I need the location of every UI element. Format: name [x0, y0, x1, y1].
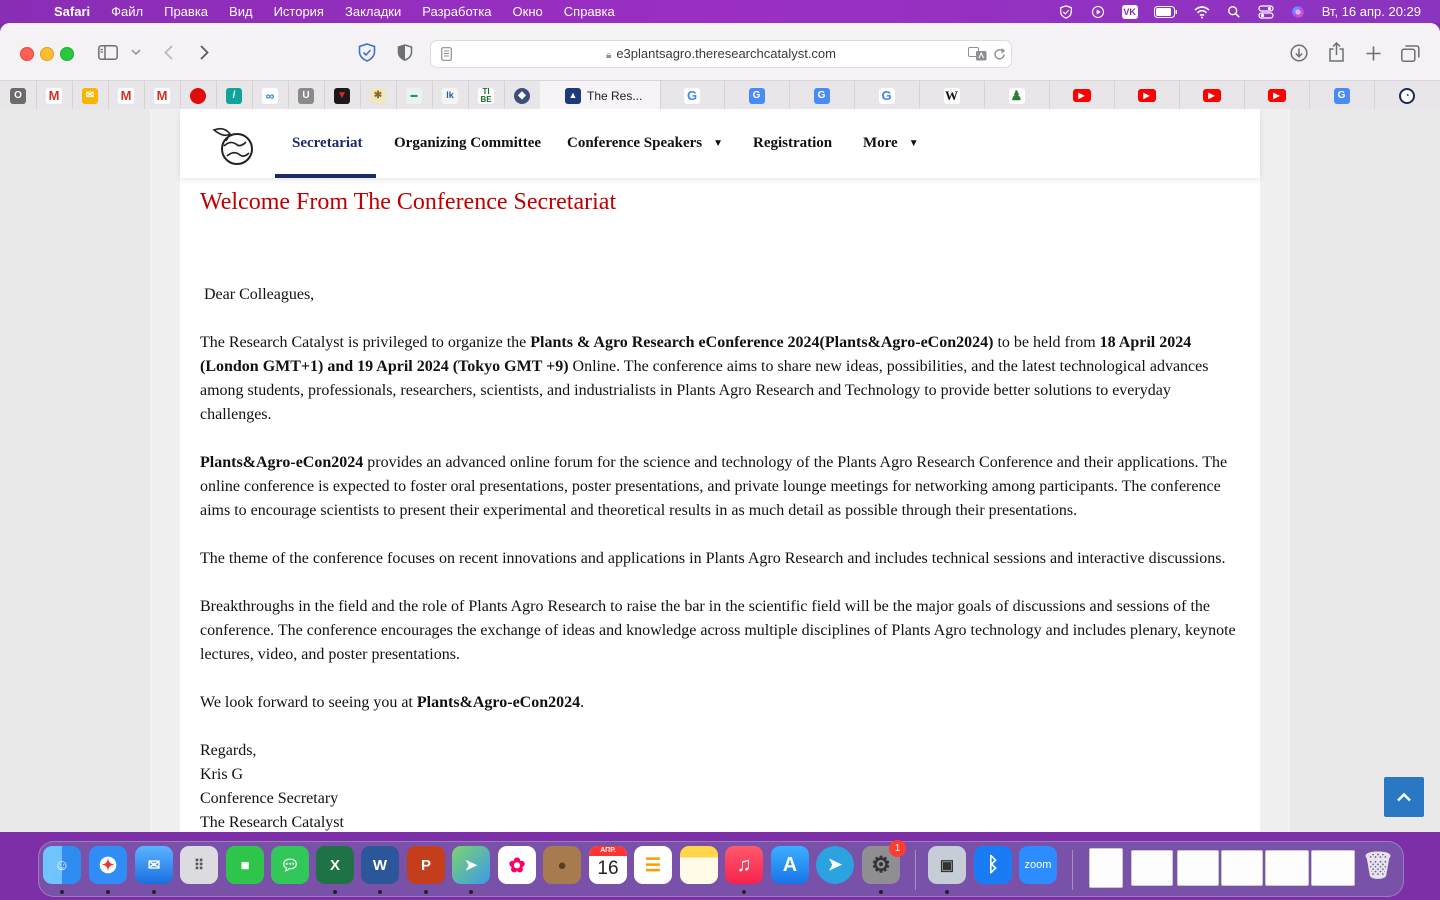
running-indicator — [333, 890, 337, 894]
zoom-icon[interactable]: zoom — [1019, 846, 1057, 884]
browser-toolbar — [0, 23, 1440, 80]
green-figure-icon: ♟ — [1009, 88, 1025, 104]
closing-text: We look forward to seeing you at — [200, 694, 417, 711]
tab-google-2[interactable] — [854, 81, 920, 110]
google-translate-icon: G — [749, 88, 765, 104]
u-letter-icon: U — [298, 88, 314, 104]
pinned-tab-outlook[interactable] — [0, 81, 37, 110]
web-page — [0, 109, 1440, 832]
forum-text: provides an advanced online forum for the science and technology of the Plants Agro Research Conference and their applications. The online conference is expected to foster oral presentations, poster presentations, and private lounge meetings for networking among participants. The conference aims to encourage scientists to present their experimental and theoretical results in as much detail as possible through their presentations. — [200, 454, 1228, 519]
safari-icon[interactable]: ✦ — [89, 846, 127, 884]
dock-separator — [1072, 850, 1073, 890]
tab-research-catalyst[interactable] — [540, 81, 661, 110]
document-thumbnail-3[interactable] — [1177, 850, 1219, 886]
url-text-row — [431, 46, 1011, 61]
nav-conference-speakers[interactable] — [567, 109, 723, 178]
system-settings-gear-icon[interactable]: ⚙ — [862, 846, 900, 884]
pinned-tab-gmail-2[interactable] — [108, 81, 145, 110]
pinned-tab-gmail-3[interactable] — [144, 81, 181, 110]
dark-app-icon: ▼ — [334, 88, 350, 104]
youtube-icon: ▶ — [1203, 89, 1221, 102]
preview-icon[interactable]: ▣ — [928, 846, 966, 884]
gmail-icon: M — [154, 88, 170, 104]
excel-icon[interactable]: X — [316, 846, 354, 884]
pinned-tab-teal[interactable] — [216, 81, 253, 110]
wikipedia-icon: W — [945, 88, 958, 103]
gmail-icon: M — [118, 88, 134, 104]
running-indicator — [945, 890, 949, 894]
pinned-tab-u[interactable] — [288, 81, 325, 110]
nav-registration[interactable]: Registration — [753, 135, 833, 151]
telegram-icon[interactable]: ➤ — [816, 846, 854, 884]
notification-badge: 1 — [889, 840, 906, 857]
google-translate-icon: G — [1334, 88, 1350, 104]
running-indicator — [60, 890, 64, 894]
intro-paragraph — [200, 331, 1245, 427]
minimize-window-button[interactable] — [40, 47, 54, 61]
active-tab-title: The Res... — [587, 88, 643, 103]
nav-more-label: More — [863, 135, 898, 151]
launchpad-icon[interactable]: ⠿ — [180, 846, 218, 884]
pinned-tab-site-a[interactable] — [396, 81, 433, 110]
site-thumbnail-icon: ▬ — [406, 88, 422, 104]
bluetooth-icon[interactable]: ᛒ — [974, 846, 1012, 884]
privacy-shield-icon[interactable] — [396, 43, 414, 61]
youtube-icon: ▶ — [1138, 89, 1156, 102]
site-navigation — [180, 109, 1260, 178]
gmail-icon: M — [46, 88, 62, 104]
red-circle-icon — [190, 88, 206, 104]
running-indicator — [424, 890, 428, 894]
finder-icon[interactable]: ☺ — [43, 846, 81, 884]
dock-separator — [915, 850, 916, 890]
youtube-icon: ▶ — [1268, 89, 1286, 102]
maps-icon[interactable]: ➤ — [452, 846, 490, 884]
document-thumbnail-4[interactable] — [1221, 850, 1263, 886]
intro-text-3: Online. The conference aims to share new ideas, possibilities, and the latest technological advances among students, professionals, researchers, scientists, and industrialists in Plants Agro Research and Technology to provide better solutions to everyday challenges. — [200, 358, 1209, 423]
menu-app-safari[interactable]: Safari — [54, 4, 91, 19]
tab-green-figure[interactable] — [984, 81, 1050, 110]
teal-app-icon: / — [226, 88, 242, 104]
music-icon[interactable]: ♫ — [725, 846, 763, 884]
document-thumbnail-1[interactable] — [1089, 848, 1123, 888]
contacts-icon[interactable]: ● — [543, 846, 581, 884]
address-bar[interactable] — [430, 40, 1012, 68]
closing-period: . — [580, 694, 585, 711]
greeting-text: Dear Colleagues, — [204, 286, 315, 303]
chevron-down-icon: ▼ — [713, 138, 724, 149]
conference-dates: 18 April 2024 (London GMT+1) and 19 April 2024 (Tokyo GMT +9) — [200, 334, 1192, 375]
word-icon[interactable]: W — [361, 846, 399, 884]
tab-youtube-3[interactable] — [1179, 81, 1245, 110]
mail-icon[interactable]: ✉ — [135, 846, 173, 884]
tab-translate-1[interactable] — [724, 81, 790, 110]
emblem-icon: ✱ — [370, 88, 386, 104]
new-tab-plus-icon[interactable] — [1364, 44, 1382, 62]
lock-icon: 🔒︎ — [605, 50, 612, 61]
pinned-tab-red-circle[interactable] — [180, 81, 217, 110]
tab-translate-2[interactable] — [789, 81, 855, 110]
reminders-icon[interactable]: ☰ — [634, 846, 672, 884]
battery-icon[interactable] — [1154, 5, 1178, 19]
reload-icon[interactable] — [991, 46, 1007, 62]
pinned-tab-cc[interactable] — [252, 81, 289, 110]
wifi-icon[interactable] — [1194, 5, 1210, 19]
menu-bar — [0, 0, 1440, 23]
running-indicator — [879, 890, 883, 894]
sidebar-toggle-icon[interactable] — [97, 43, 119, 61]
mail-envelope-icon: ✉ — [82, 88, 98, 104]
pinned-tab-mail[interactable] — [72, 81, 109, 110]
nav-organizing-committee[interactable]: Organizing Committee — [394, 135, 542, 151]
intro-text-2: to be held from — [993, 334, 1100, 351]
spotlight-search-icon[interactable] — [1226, 5, 1242, 19]
running-indicator — [106, 890, 110, 894]
menu-history[interactable]: История — [273, 4, 324, 19]
menu-bar-clock[interactable]: Вт, 16 апр. 20:29 — [1321, 4, 1421, 19]
running-indicator — [469, 890, 473, 894]
signature-block — [200, 739, 1245, 832]
facetime-icon[interactable]: ■ — [226, 846, 264, 884]
url-text: e3plantsagro.theresearchcatalyst.com — [616, 46, 836, 61]
page-content — [180, 109, 1260, 832]
tab-translate-3[interactable] — [1309, 81, 1375, 110]
pinned-tab-tibe[interactable] — [468, 81, 505, 110]
conference-short-name-closing: Plants&Agro-eCon2024 — [416, 694, 581, 711]
nav-more[interactable] — [863, 109, 919, 178]
pinned-tab-gmail-1[interactable] — [36, 81, 73, 110]
running-indicator — [378, 890, 382, 894]
menu-develop[interactable]: Разработка — [422, 4, 492, 19]
siri-icon[interactable] — [1290, 5, 1306, 19]
signoff-regards: Regards, — [200, 742, 257, 759]
menu-window[interactable]: Окно — [512, 4, 543, 19]
theme-paragraph: The theme of the conference focuses on recent innovations and applications in Plants Agro Research and includes technical sessions and interactive discussions. — [200, 550, 1226, 567]
vk-icon[interactable]: VK — [1123, 6, 1136, 17]
conference-short-name: Plants&Agro-eCon2024 — [200, 454, 364, 471]
infinity-icon: ∞ — [262, 88, 278, 104]
menu-bookmarks[interactable]: Закладки — [344, 4, 402, 19]
tab-wikipedia[interactable] — [919, 81, 985, 110]
powerpoint-icon[interactable]: P — [407, 846, 445, 884]
document-favicon-icon: lk — [442, 88, 458, 104]
chevron-up-icon — [1396, 792, 1412, 802]
nav-active-indicator — [275, 174, 376, 178]
google-icon: G — [879, 88, 895, 104]
tab-youtube-1[interactable] — [1049, 81, 1115, 110]
conference-name: Plants & Agro Research eConference 2024(Plants&Agro-eCon2024) — [530, 334, 994, 351]
closing-paragraph — [200, 691, 1245, 715]
signoff-organization: The Research Catalyst — [200, 814, 344, 831]
document-thumbnail-2[interactable] — [1131, 850, 1173, 886]
document-thumbnail-5[interactable] — [1265, 850, 1309, 886]
adguard-extension-icon[interactable] — [357, 42, 377, 62]
translate-icon[interactable] — [967, 46, 987, 62]
scroll-to-top-button[interactable] — [1384, 777, 1424, 817]
intro-text-1: The Research Catalyst is privileged to organize the — [200, 334, 531, 351]
calendar-day: 16 — [597, 858, 619, 879]
share-icon[interactable] — [1327, 41, 1345, 63]
photos-icon[interactable]: ✿ — [498, 846, 536, 884]
nav-secretariat[interactable]: Secretariat — [292, 135, 363, 151]
article-body — [200, 187, 1245, 832]
messages-icon[interactable]: 💬︎ — [271, 846, 309, 884]
tibe-logo-icon: TI BE — [478, 88, 494, 104]
clock-icon: ◔ — [1399, 88, 1415, 104]
dock — [38, 841, 1404, 897]
menu-view[interactable]: Вид — [229, 4, 253, 19]
pinned-tab-emblem[interactable] — [360, 81, 397, 110]
pinned-tab-shield[interactable] — [504, 81, 541, 110]
outlook-icon: O — [10, 88, 26, 104]
google-icon: G — [684, 88, 700, 104]
notes-icon[interactable] — [680, 846, 718, 884]
menu-help[interactable]: Справка — [563, 4, 615, 19]
page-title: Welcome From The Conference Secretariat — [200, 189, 617, 215]
calendar-month: АПР. — [589, 846, 627, 856]
running-indicator — [152, 890, 156, 894]
document-thumbnail-6[interactable] — [1311, 850, 1355, 886]
back-chevron-icon[interactable] — [160, 44, 176, 60]
app-store-icon[interactable]: A — [771, 846, 809, 884]
forum-paragraph — [200, 451, 1245, 523]
tab-youtube-2[interactable] — [1114, 81, 1180, 110]
menu-file[interactable]: Файл — [111, 4, 144, 19]
signoff-name: Kris G — [200, 766, 244, 783]
menu-edit[interactable]: Правка — [164, 4, 209, 19]
safari-window — [0, 23, 1440, 832]
trash-icon[interactable]: 🗑︎ — [1361, 849, 1395, 880]
tab-group-chevron-down-icon[interactable] — [129, 47, 143, 57]
close-window-button[interactable] — [20, 47, 34, 61]
tab-overview-icon[interactable] — [1400, 43, 1420, 63]
google-translate-icon: G — [814, 88, 830, 104]
zoom-window-button[interactable] — [60, 47, 74, 61]
signoff-role: Conference Secretary — [200, 790, 339, 807]
tab-clock[interactable] — [1374, 81, 1440, 110]
tab-youtube-4[interactable] — [1244, 81, 1310, 110]
tab-bar — [0, 80, 1440, 111]
running-indicator — [742, 890, 746, 894]
youtube-icon: ▶ — [1073, 89, 1091, 102]
nav-conference-speakers-label: Conference Speakers — [567, 135, 703, 151]
pinned-tab-site-b[interactable] — [432, 81, 469, 110]
goals-paragraph: Breakthroughs in the field and the role of Plants Agro Research to raise the bar in the scientific field will be the major goals of discussions and sessions of the conference. The conference encourages the exchange of ideas and knowledge across multiple disciplines of Plants Agro technology and includes plenary, keynote lectures, video, and poster presentations. — [200, 598, 1236, 663]
play-circle-icon[interactable] — [1090, 5, 1106, 19]
pinned-tab-dark[interactable] — [324, 81, 361, 110]
forward-chevron-icon[interactable] — [196, 44, 212, 60]
site-logo-icon[interactable] — [210, 124, 260, 168]
downloads-icon[interactable] — [1289, 43, 1309, 63]
shield-badge-icon: ◆ — [514, 88, 530, 104]
calendar-icon[interactable] — [589, 846, 627, 884]
control-center-icon[interactable] — [1258, 5, 1274, 19]
adguard-shield-icon[interactable] — [1058, 5, 1074, 19]
chevron-down-icon: ▼ — [908, 138, 919, 149]
research-catalyst-favicon-icon: ▲ — [565, 88, 581, 104]
tab-google-1[interactable] — [660, 81, 725, 110]
